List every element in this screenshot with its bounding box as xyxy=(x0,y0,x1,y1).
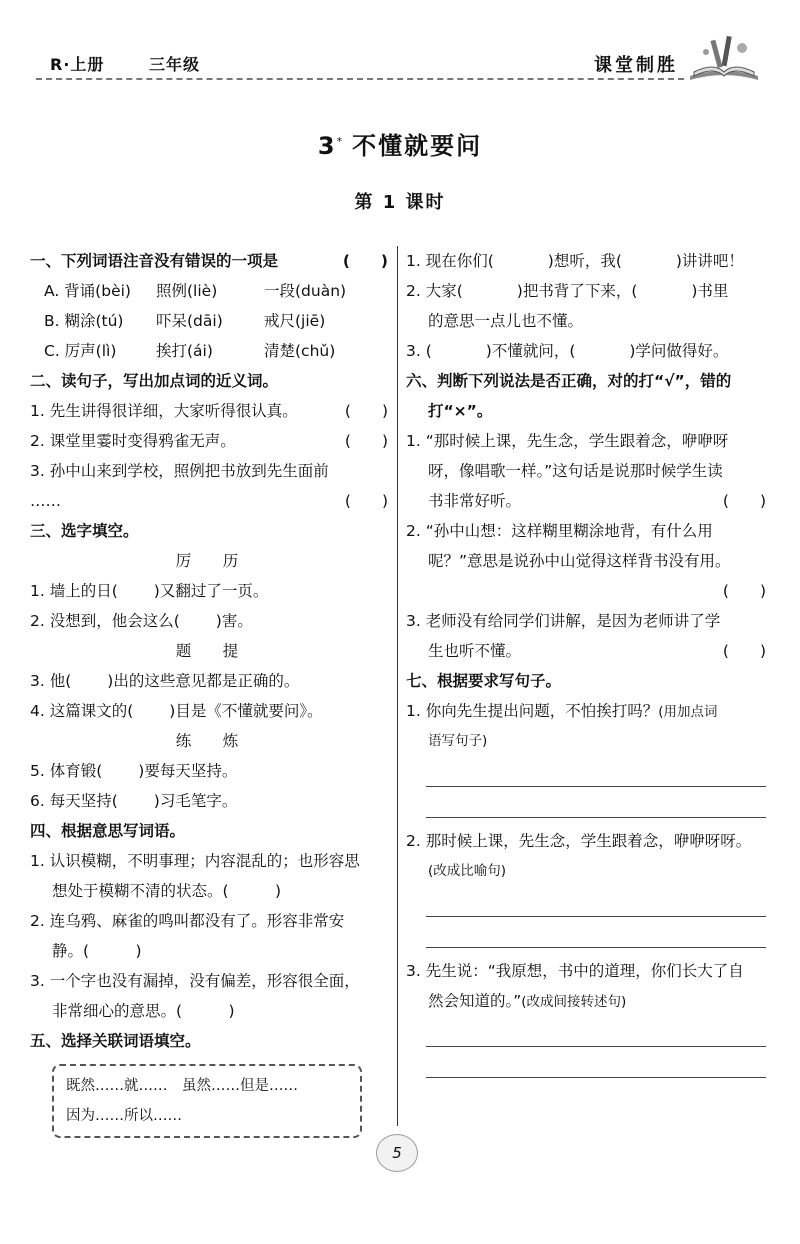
judge-paren[interactable]: ( ) xyxy=(722,642,766,660)
conjunction-box xyxy=(52,1064,362,1138)
char-pair-3: 练 炼 xyxy=(175,732,247,750)
s7-q3-cont: 然会知道的。”(改成间接转述句) xyxy=(428,992,627,1010)
answer-paren[interactable]: ( ) xyxy=(342,252,388,270)
page-number: 5 xyxy=(376,1134,418,1172)
s4-line-6[interactable]: 非常细心的意思。( ) xyxy=(52,1002,235,1020)
s7-q2: 2. 那时候上课，先生念，学生跟着念，咿咿呀呀。 xyxy=(406,832,752,850)
section-4-heading: 四、根据意思写词语。 xyxy=(30,822,186,840)
conjunction-line-1: 既然……就…… 虽然……但是…… xyxy=(66,1078,298,1094)
right-column xyxy=(406,246,770,1078)
s7-q2-note: (改成比喻句) xyxy=(428,863,507,879)
fill-item-1: 1. 现在你们( )想听，我( )讲讲吧！ xyxy=(406,252,744,270)
s6-line-5: 呢？”意思是说孙中山觉得这样背书没有用。 xyxy=(428,552,731,570)
answer-line[interactable] xyxy=(426,1016,766,1047)
s3-item-6: 6. 每天坚持( )习毛笔字。 xyxy=(30,792,238,810)
option-c[interactable]: C. 厉声(lì) 挨打(ái) 清楚(chǔ) xyxy=(44,342,336,360)
s3-item-4: 4. 这篇课文的( )目是《不懂就要问》。 xyxy=(30,702,323,720)
section-6-heading: 六、判断下列说法是否正确，对的打“√”，错的 xyxy=(406,372,732,390)
conjunction-line-2: 因为……所以…… xyxy=(66,1108,182,1124)
answer-line[interactable] xyxy=(426,1047,766,1078)
brand-label: 课堂制胜 xyxy=(594,55,678,76)
answer-line[interactable] xyxy=(426,917,766,948)
fill-item-2: 2. 大家( )把书背了下来，( )书里 xyxy=(406,282,729,300)
s2-item-3: 3. 孙中山来到学校，照例把书放到先生面前 xyxy=(30,462,329,480)
fill-item-2-cont: 的意思一点儿也不懂。 xyxy=(428,312,584,330)
edition-label: R·上册 xyxy=(50,55,105,74)
column-divider xyxy=(397,246,398,1126)
s6-line-1: 1. “那时候上课，先生念，学生跟着念，咿咿呀 xyxy=(406,432,729,450)
lesson-number: 3 xyxy=(317,132,337,160)
answer-line[interactable] xyxy=(426,787,766,818)
s3-item-3: 3. 他( )出的这些意见都是正确的。 xyxy=(30,672,300,690)
header-left xyxy=(50,52,238,75)
s4-line-2[interactable]: 想处于模糊不清的状态。( ) xyxy=(52,882,282,900)
header-dashed-rule xyxy=(36,78,684,80)
s2-item-1: 1. 先生讲得很详细，大家听得很认真。 ( ) xyxy=(30,396,392,426)
s4-line-5: 3. 一个字也没有漏掉，没有偏差，形容很全面， xyxy=(30,972,360,990)
judge-paren[interactable]: ( ) xyxy=(722,582,766,600)
section-1-heading: 一、下列词语注音没有错误的一项是 ( ) xyxy=(30,246,392,276)
section-7-heading: 七、根据要求写句子。 xyxy=(406,672,562,690)
s6-line-6: 3. 老师没有给同学们讲解，是因为老师讲了学 xyxy=(406,612,721,630)
s7-q1: 1. 你向先生提出问题，不怕挨打吗？(用加点词 xyxy=(406,702,718,720)
s7-q1-cont: 语写句子) xyxy=(428,733,488,749)
s4-line-4[interactable]: 静。( ) xyxy=(52,942,142,960)
answer-paren[interactable]: ( ) xyxy=(344,432,388,450)
s6-line-7: 生也听不懂。 ( ) xyxy=(406,636,770,666)
s3-item-5: 5. 体育锻( )要每天坚持。 xyxy=(30,762,238,780)
s6-line-3: 书非常好听。 ( ) xyxy=(406,486,770,516)
char-pair-1: 厉 历 xyxy=(175,552,247,570)
s6-line-2: 呀，像唱歌一样。”这句话是说那时候学生读 xyxy=(428,462,723,480)
left-column xyxy=(30,246,392,1138)
answer-paren[interactable]: ( ) xyxy=(344,402,388,420)
option-a[interactable]: A. 背诵(bèi) 照例(liè) 一段(duàn) xyxy=(44,282,347,300)
judge-paren[interactable]: ( ) xyxy=(722,492,766,510)
section-5-heading: 五、选择关联词语填空。 xyxy=(30,1032,201,1050)
section-2-heading: 二、读句子，写出加点词的近义词。 xyxy=(30,372,279,390)
s3-item-1: 1. 墙上的日( )又翻过了一页。 xyxy=(30,582,269,600)
s2-item-2: 2. 课堂里霎时变得鸦雀无声。 ( ) xyxy=(30,426,392,456)
answer-line[interactable] xyxy=(426,886,766,917)
s4-line-3: 2. 连乌鸦、麻雀的鸣叫都没有了。形容非常安 xyxy=(30,912,345,930)
lesson-subtitle: 第 1 课时 xyxy=(354,192,446,213)
s3-item-2: 2. 没想到，他会这么( )害。 xyxy=(30,612,253,630)
book-pencil-icon xyxy=(684,32,764,84)
s6-line-4: 2. “孙中山想：这样糊里糊涂地背，有什么用 xyxy=(406,522,713,540)
lesson-name: 不懂就要问 xyxy=(352,132,483,160)
lesson-title xyxy=(0,126,800,161)
char-pair-2: 题 提 xyxy=(175,642,247,660)
answer-line[interactable] xyxy=(426,756,766,787)
s7-q3: 3. 先生说：“我原想，书中的道理，你们长大了自 xyxy=(406,962,744,980)
lesson-mark: * xyxy=(336,135,345,148)
answer-paren[interactable]: ( ) xyxy=(344,492,388,510)
s2-item-3-cont: …… ( ) xyxy=(30,486,392,516)
fill-item-3: 3. ( )不懂就问，( )学问做得好。 xyxy=(406,342,729,360)
grade-label: 三年级 xyxy=(148,55,200,74)
s6-paren-row xyxy=(406,576,770,606)
page-header xyxy=(36,40,764,86)
option-b[interactable]: B. 糊涂(tú) 吓呆(dāi) 戒尺(jiē) xyxy=(44,312,326,330)
section-3-heading: 三、选字填空。 xyxy=(30,522,139,540)
section-6-heading-cont: 打“×”。 xyxy=(428,402,493,420)
s4-line-1: 1. 认识模糊，不明事理；内容混乱的；也形容思 xyxy=(30,852,360,870)
